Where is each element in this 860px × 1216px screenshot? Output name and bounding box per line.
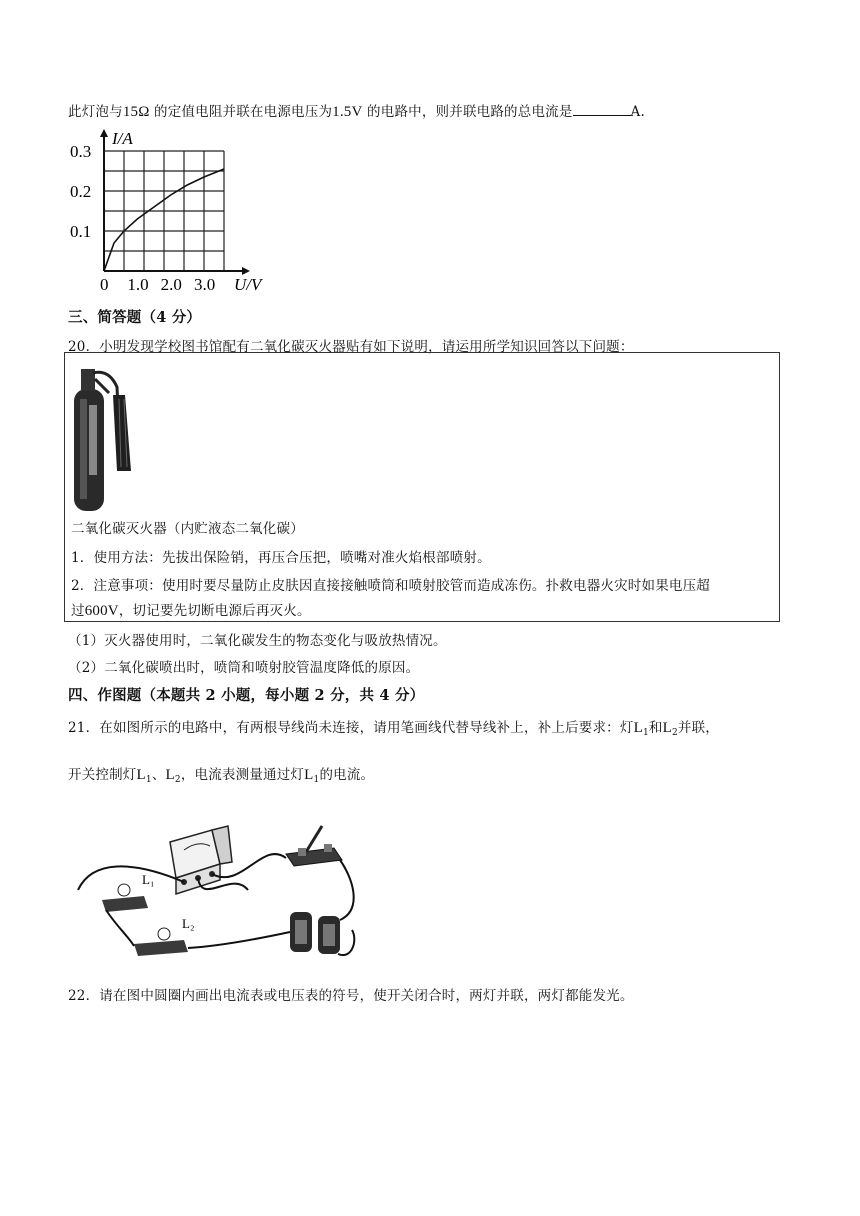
circuit-figure xyxy=(72,820,372,972)
q19-text-c: 的电路中，则并联电路的总电流是 xyxy=(362,104,573,120)
q21-text-b: 并联， xyxy=(677,720,720,736)
box-item-2b xyxy=(71,599,311,620)
lamp-L1 xyxy=(102,872,154,912)
y-axis-label: I/A xyxy=(112,129,133,148)
y-tick-label: 0.2 xyxy=(70,182,92,201)
voltage-limit: 600V xyxy=(84,603,119,619)
box-item-2b-post: ，切记要先切断电源后再灭火。 xyxy=(118,603,311,619)
q21-sep: 、 xyxy=(151,767,166,783)
lamp-L1-symbol: L xyxy=(304,767,314,783)
lamp-L1-label: L₁ xyxy=(142,872,155,887)
y-tick-label: 0.3 xyxy=(70,142,92,161)
switch xyxy=(286,826,342,866)
lamp-L1-subscript: 1 xyxy=(642,728,649,738)
q21-line2 xyxy=(68,763,374,785)
lamp-L1-symbol: L xyxy=(136,767,146,783)
q20-sub2: （2）二氧化碳喷出时，喷筒和喷射胶管温度降低的原因。 xyxy=(68,660,420,676)
ammeter xyxy=(170,826,232,894)
q19-text-b: 的定值电阻并联在电源电压为 xyxy=(149,104,333,120)
y-axis-arrow xyxy=(100,129,108,137)
q19-text-d: A. xyxy=(630,104,645,120)
q19-text-a: 此灯泡与 xyxy=(68,104,123,120)
box-item-1: 1．使用方法：先拔出保险销，再压合压把，喷嘴对准火焰根部喷射。 xyxy=(71,550,491,566)
q21-text-c: 开关控制灯 xyxy=(68,767,137,783)
section3-heading: 三、简答题（4 分） xyxy=(68,309,202,326)
section4-heading: 四、作图题（本题共 2 小题，每小题 2 分，共 4 分） xyxy=(68,687,425,704)
fire-extinguisher-image xyxy=(69,359,149,515)
answer-blank[interactable] xyxy=(573,104,631,116)
x-tick-label: 3.0 xyxy=(194,275,216,294)
lamp-L2-symbol: L xyxy=(662,720,672,736)
q22-text: 22．请在图中圆圈内画出电流表或电压表的符号，使开关闭合时，两灯并联，两灯都能发光。 xyxy=(68,988,634,1004)
q21-text-e: 的电流。 xyxy=(319,767,375,783)
iu-graph xyxy=(64,128,284,300)
box-title: 二氧化碳灭火器（内贮液态二氧化碳） xyxy=(71,521,304,537)
q21-line1 xyxy=(68,716,719,738)
x-tick-label: 0 xyxy=(100,275,109,294)
battery-pack xyxy=(290,912,340,954)
extinguisher-label-box xyxy=(64,352,780,622)
voltage-value: 1.5V xyxy=(332,104,363,120)
x-axis-arrow xyxy=(242,267,250,275)
lamp-L2-symbol: L xyxy=(165,767,175,783)
q20-sub1: （1）灭火器使用时，二氧化碳发生的物态变化与吸放热情况。 xyxy=(68,633,447,649)
q19-tail-text xyxy=(68,100,645,121)
lamp-L2-subscript: 2 xyxy=(174,775,181,785)
q20-stem: 20．小明发现学校图书馆配有二氧化碳灭火器贴有如下说明，请运用所学知识回答以下问题： xyxy=(68,339,634,355)
box-item-2b-pre: 过 xyxy=(71,603,85,619)
lamp-L1-subscript: 1 xyxy=(313,775,320,785)
resistance-value: 15Ω xyxy=(122,104,150,120)
q21-text-d: ，电流表测量通过灯 xyxy=(180,767,305,783)
x-tick-label: 2.0 xyxy=(160,275,182,294)
x-tick-label: 1.0 xyxy=(127,275,149,294)
lamp-L1-subscript: 1 xyxy=(145,775,152,785)
q21-text-a: 21．在如图所示的电路中，有两根导线尚未连接，请用笔画线代替导线补上，补上后要求：灯 xyxy=(68,720,634,736)
box-item-2a: 2．注意事项：使用时要尽量防止皮肤因直接接触喷筒和喷射胶管而造成冻伤。扑救电器火灾时如果电压超 xyxy=(71,578,710,594)
lamp-L2 xyxy=(134,916,194,956)
q21-and: 和 xyxy=(648,720,663,736)
y-tick-label: 0.1 xyxy=(70,222,92,241)
lamp-L1-symbol: L xyxy=(633,720,643,736)
x-axis-label: U/V xyxy=(234,275,262,294)
lamp-L2-subscript: 2 xyxy=(671,728,678,738)
lamp-L2-label: L₂ xyxy=(182,916,195,931)
